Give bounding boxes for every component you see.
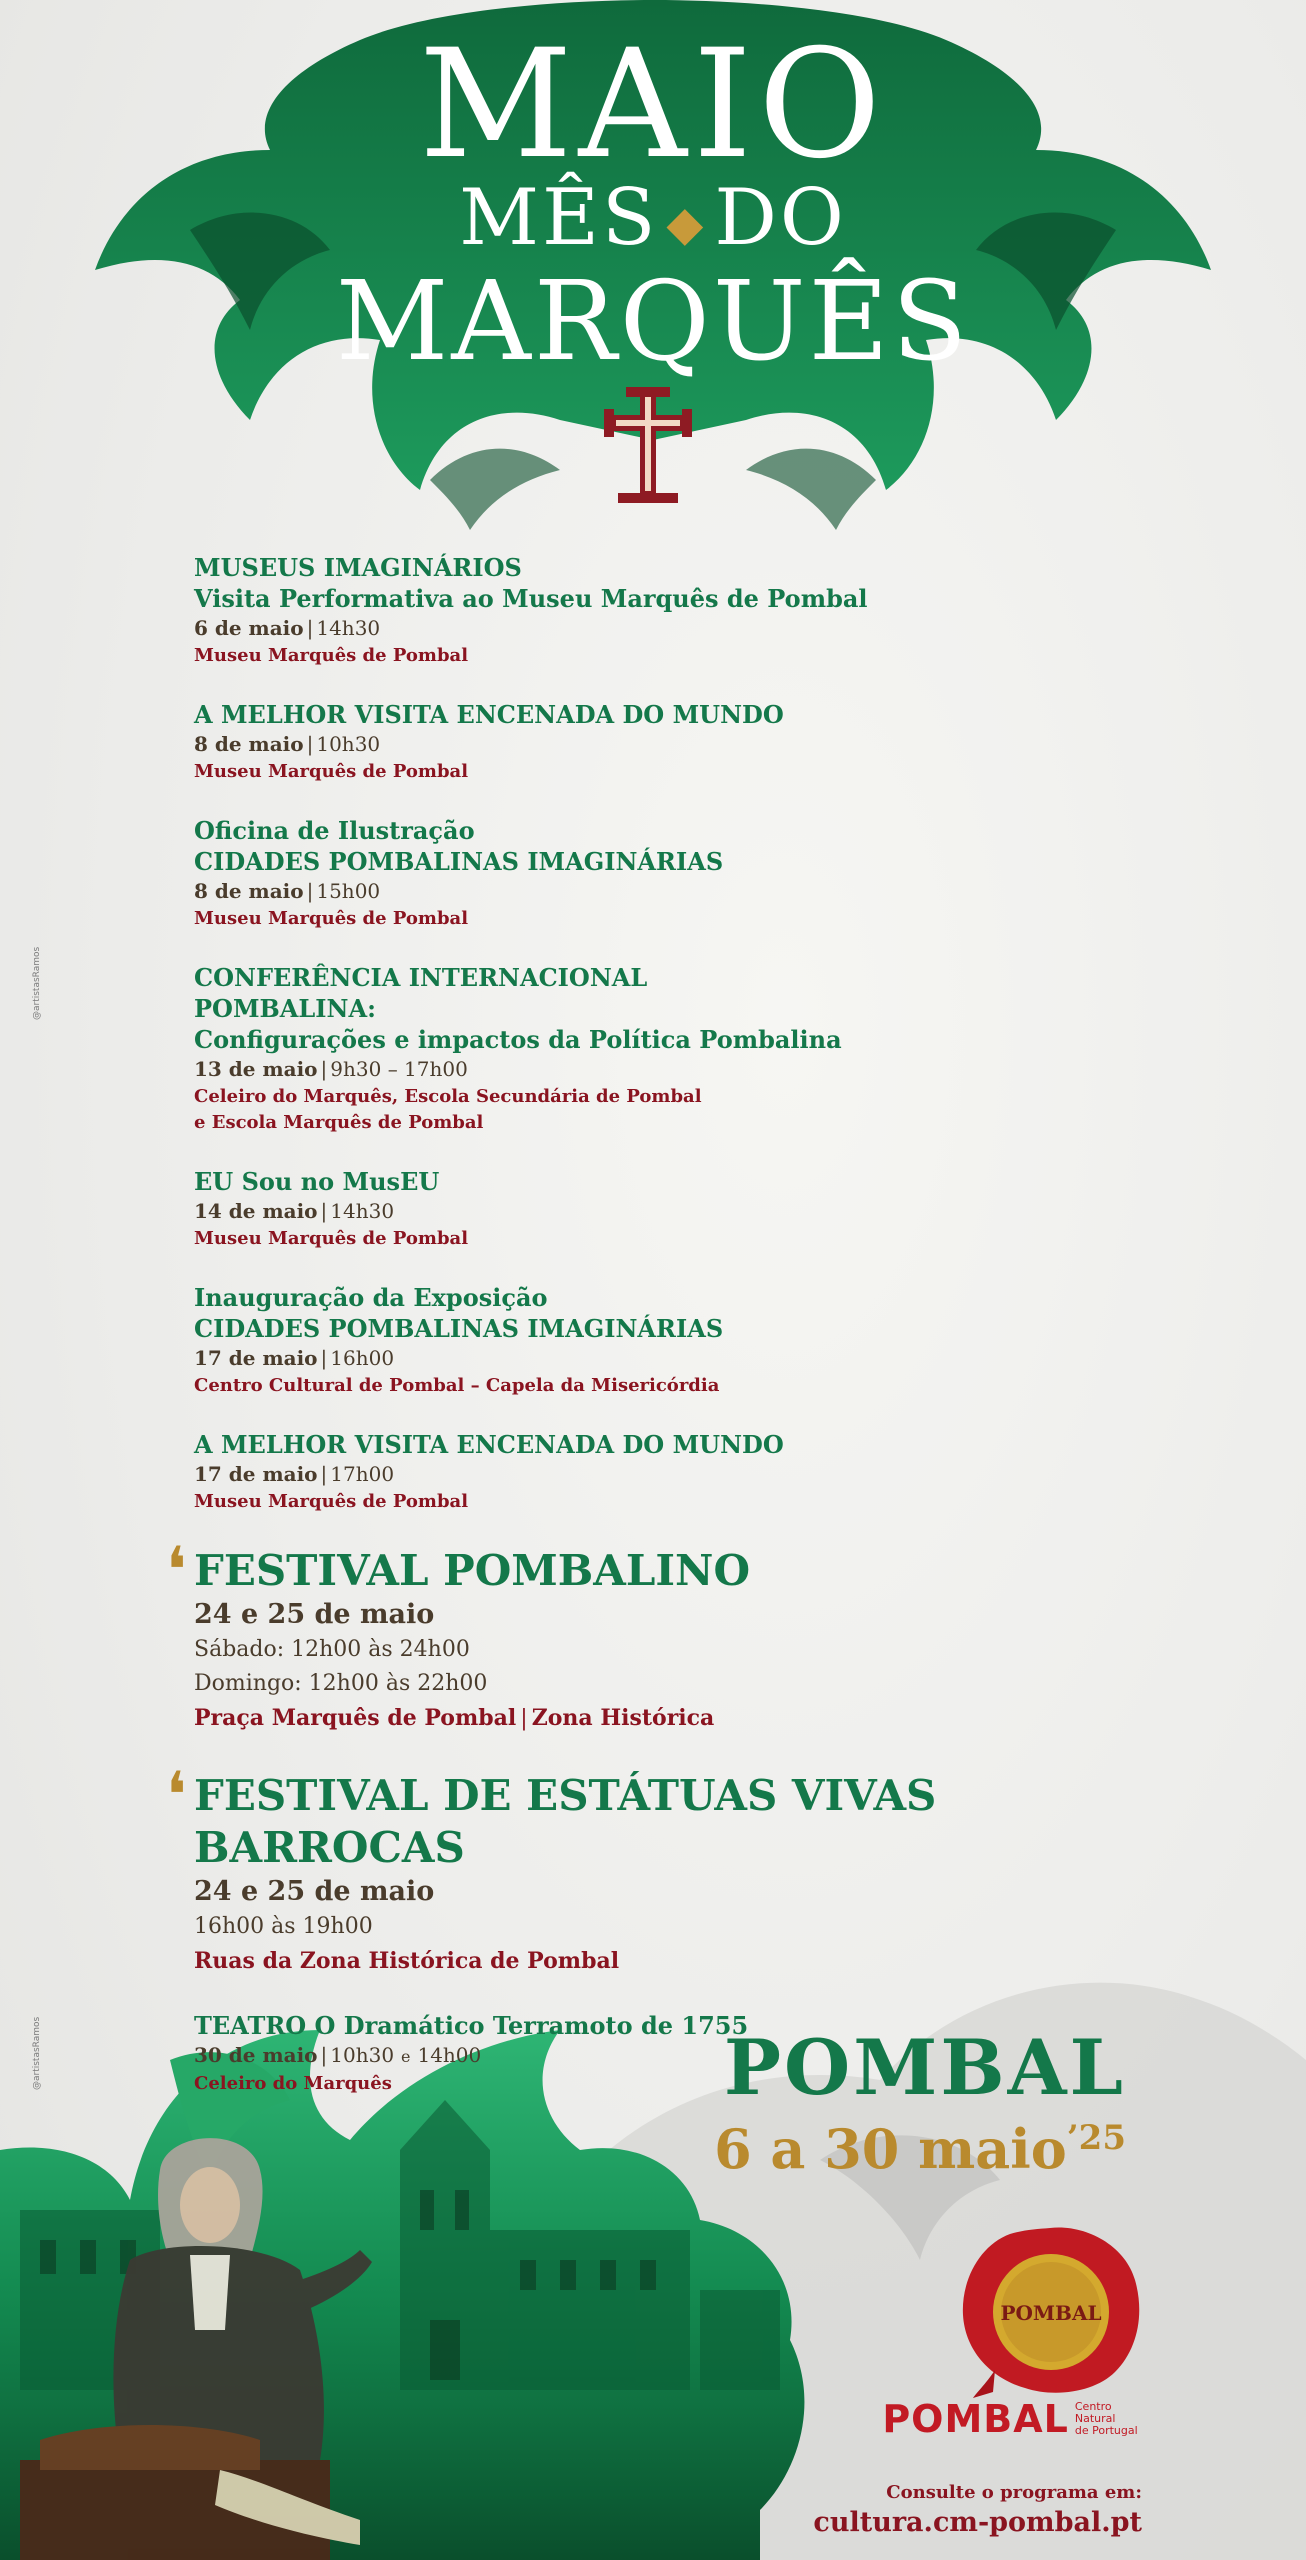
brand-word: POMBAL: [882, 2397, 1069, 2441]
event-title: POMBALINA:: [194, 994, 376, 1023]
pombal-dates: [714, 2023, 1126, 2181]
event-date-text: 8 de maio: [194, 732, 304, 756]
event-item: [194, 962, 1194, 1136]
event-time: 14h30: [316, 616, 381, 640]
title-maio: MAIO: [418, 18, 888, 192]
brand-sub1: Centro: [1074, 2400, 1112, 2413]
event-time: 15h00: [316, 879, 381, 903]
event-title: CIDADES POMBALINAS IMAGINÁRIAS: [194, 847, 724, 876]
event-item: [194, 1282, 1194, 1399]
event-place: Museu Marquês de Pombal: [194, 1228, 469, 1249]
event-date-text: 17 de maio: [194, 1462, 318, 1486]
event-item: [194, 1429, 1194, 1515]
event-title: TEATRO O Dramático Terramoto de 1755: [194, 2011, 749, 2040]
separator: |: [320, 1057, 328, 1081]
event-title: Configurações e impactos da Política Pombalina: [194, 1025, 842, 1054]
festival-place: Ruas da Zona Histórica de Pombal: [194, 1948, 620, 1974]
festival-pombalino: [166, 1534, 1194, 1736]
event-date-text: 6 de maio: [194, 616, 304, 640]
artist-credit-upper: @artistasRamos: [32, 946, 42, 1020]
separator: |: [320, 1346, 328, 1370]
separator: |: [306, 616, 314, 640]
separator: |: [320, 1462, 328, 1486]
title-mes: MÊS: [459, 173, 659, 263]
brand-sub2: Natural: [1074, 2412, 1116, 2425]
event-item: [194, 552, 1194, 669]
pombal-date-range: [714, 2108, 1126, 2179]
separator: |: [306, 732, 314, 756]
event-date: [194, 1055, 1194, 1084]
event-list: [166, 552, 1194, 2127]
event-time: 17h00: [330, 1462, 395, 1486]
event-item: [194, 815, 1194, 932]
consult-url-link[interactable]: cultura.cm-pombal.pt: [813, 2507, 1142, 2538]
event-date: [194, 1197, 1194, 1226]
pombal-year: ’25: [1066, 2118, 1126, 2158]
artist-credit: @artistasRamos: [32, 2016, 42, 2090]
festival-title: FESTIVAL POMBALINO: [194, 1546, 751, 1595]
diamond-icon: ◆: [666, 195, 707, 252]
event-place: Museu Marquês de Pombal: [194, 645, 469, 666]
event-time: 16h00: [330, 1346, 395, 1370]
festival-date: 24 e 25 de maio: [194, 1876, 435, 1907]
event-place: Museu Marquês de Pombal: [194, 908, 469, 929]
consult-program: [813, 2480, 1142, 2540]
event-time: 14h30: [330, 1199, 395, 1223]
festival-schedule: 16h00 às 19h00: [194, 1914, 373, 1939]
wax-seal-logo: [955, 2220, 1145, 2400]
event-title: EU Sou no MusEU: [194, 1167, 440, 1196]
event-item: [194, 1166, 1194, 1252]
event-date: [194, 614, 1194, 643]
poster-title: [0, 18, 1306, 385]
festival-place: [194, 1701, 1194, 1736]
title-mes-do: [0, 173, 1306, 266]
event-title: CIDADES POMBALINAS IMAGINÁRIAS: [194, 1314, 724, 1343]
pombal-dates-text: 6 a 30 maio: [714, 2117, 1067, 2181]
event-date-text: 14 de maio: [194, 1199, 318, 1223]
festival-date: 24 e 25 de maio: [194, 1599, 435, 1630]
event-date: [194, 1460, 1194, 1489]
event-items: [194, 552, 1194, 1515]
event-time-b: 14h00: [417, 2043, 482, 2067]
consult-label: Consulte o programa em:: [886, 2482, 1142, 2503]
festival-schedule-saturday: Sábado: 12h00 às 24h00: [194, 1637, 470, 1662]
event-title: A MELHOR VISITA ENCENADA DO MUNDO: [194, 1430, 784, 1459]
event-time-conj: e: [401, 2047, 411, 2066]
event-place: Museu Marquês de Pombal: [194, 761, 469, 782]
event-title: Inauguração da Exposição: [194, 1283, 548, 1312]
event-time: 9h30 – 17h00: [330, 1057, 468, 1081]
event-date-text: 8 de maio: [194, 879, 304, 903]
festival-place-b: Zona Histórica: [531, 1705, 715, 1731]
festival-schedule-sunday: Domingo: 12h00 às 22h00: [194, 1671, 488, 1696]
event-date: [194, 877, 1194, 906]
separator: |: [320, 1199, 328, 1223]
event-time: 10h30: [316, 732, 381, 756]
quote-mark-icon: ❛: [166, 1759, 187, 1833]
separator: |: [320, 2043, 328, 2067]
svg-text:POMBAL: POMBAL: [1000, 2301, 1102, 2325]
pombal-title: POMBAL: [723, 2023, 1126, 2112]
event-date-text: 30 de maio: [194, 2043, 318, 2067]
event-date: [194, 730, 1194, 759]
event-place: Celeiro do Marquês: [194, 2073, 392, 2094]
festival-place-a: Praça Marquês de Pombal: [194, 1705, 517, 1731]
event-time-a: 10h30: [330, 2043, 395, 2067]
pombal-brand: [870, 2397, 1150, 2441]
separator: |: [520, 1706, 528, 1731]
event-title: CONFERÊNCIA INTERNACIONAL: [194, 963, 648, 992]
event-place: e Escola Marquês de Pombal: [194, 1112, 484, 1133]
title-do: DO: [714, 173, 847, 263]
event-item: [194, 699, 1194, 785]
event-title: Visita Performativa ao Museu Marquês de Pombal: [194, 584, 868, 613]
brand-sub3: de Portugal: [1074, 2424, 1138, 2437]
event-title: A MELHOR VISITA ENCENADA DO MUNDO: [194, 700, 784, 729]
quote-mark-icon: ❛: [166, 1534, 187, 1608]
festival-title: FESTIVAL DE ESTÁTUAS VIVAS BARROCAS: [194, 1771, 937, 1872]
event-date-text: 17 de maio: [194, 1346, 318, 1370]
festival-estatuas-vivas: [166, 1759, 1194, 1978]
brand-subtitle: [1075, 2401, 1138, 2437]
event-title: Oficina de Ilustração: [194, 816, 475, 845]
event-place: Celeiro do Marquês, Escola Secundária de Pombal: [194, 1086, 702, 1107]
event-title: MUSEUS IMAGINÁRIOS: [194, 553, 522, 582]
event-place: Centro Cultural de Pombal – Capela da Misericórdia: [194, 1375, 720, 1396]
separator: |: [306, 879, 314, 903]
title-marques: MARQUÊS: [335, 256, 971, 385]
event-date-text: 13 de maio: [194, 1057, 318, 1081]
event-place: Museu Marquês de Pombal: [194, 1491, 469, 1512]
event-date: [194, 1344, 1194, 1373]
